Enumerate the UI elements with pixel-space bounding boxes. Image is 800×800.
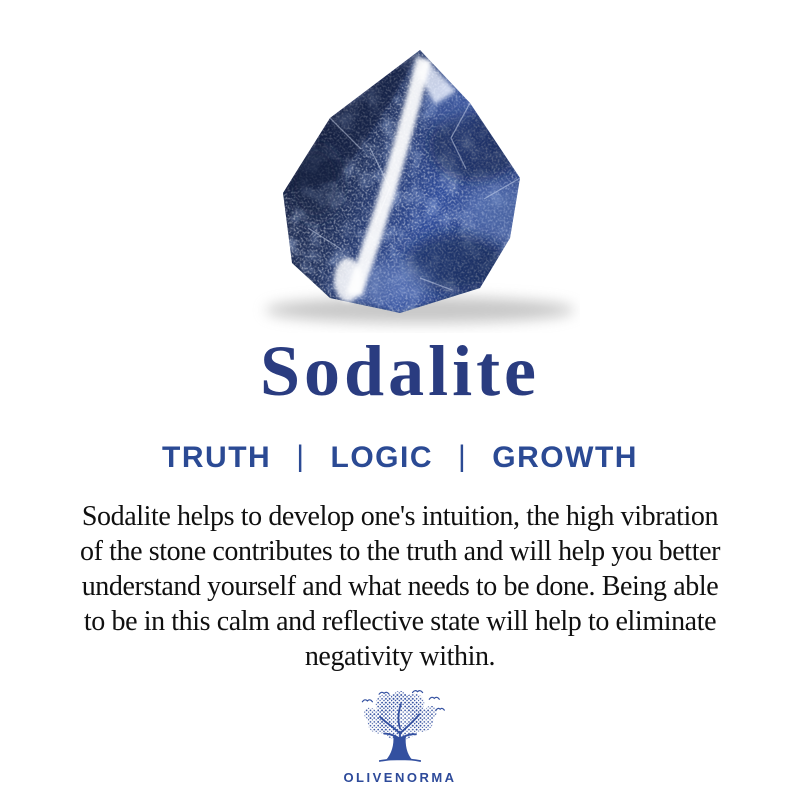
keyword-truth: TRUTH bbox=[162, 441, 272, 474]
tree-trunk bbox=[386, 735, 413, 760]
description-line: understand yourself and what needs to be done. Being able bbox=[81, 571, 719, 602]
olive-tree-with-birds-icon bbox=[354, 690, 446, 767]
brand-block bbox=[0, 690, 800, 785]
stone-vein-bottom-patch bbox=[334, 258, 362, 302]
description-line: Sodalite helps to develop one's intuition, the high vibration bbox=[81, 501, 719, 532]
bird-icon bbox=[379, 692, 389, 694]
description-line: negativity within. bbox=[304, 641, 496, 672]
bird-icon bbox=[429, 697, 439, 699]
sodalite-stone-illustration bbox=[220, 28, 580, 333]
stone-title: Sodalite bbox=[259, 331, 541, 411]
stone-description bbox=[0, 499, 800, 674]
keyword-separator: | bbox=[458, 440, 468, 473]
description-line: to be in this calm and reflective state will help to eliminate bbox=[83, 606, 717, 637]
keyword-separator: | bbox=[296, 440, 306, 473]
stone-texture bbox=[260, 28, 560, 333]
sodalite-stone-photo bbox=[220, 28, 580, 333]
keyword-logic: LOGIC bbox=[330, 441, 433, 474]
bird-icon bbox=[362, 700, 372, 702]
brand-name: OLIVENORMA bbox=[343, 770, 457, 785]
keywords-row bbox=[0, 441, 800, 475]
bird-icon bbox=[413, 691, 423, 693]
keyword-growth: GROWTH bbox=[492, 441, 638, 474]
bird-icon bbox=[436, 708, 444, 710]
description-line: of the stone contributes to the truth and will help you better bbox=[79, 536, 721, 567]
